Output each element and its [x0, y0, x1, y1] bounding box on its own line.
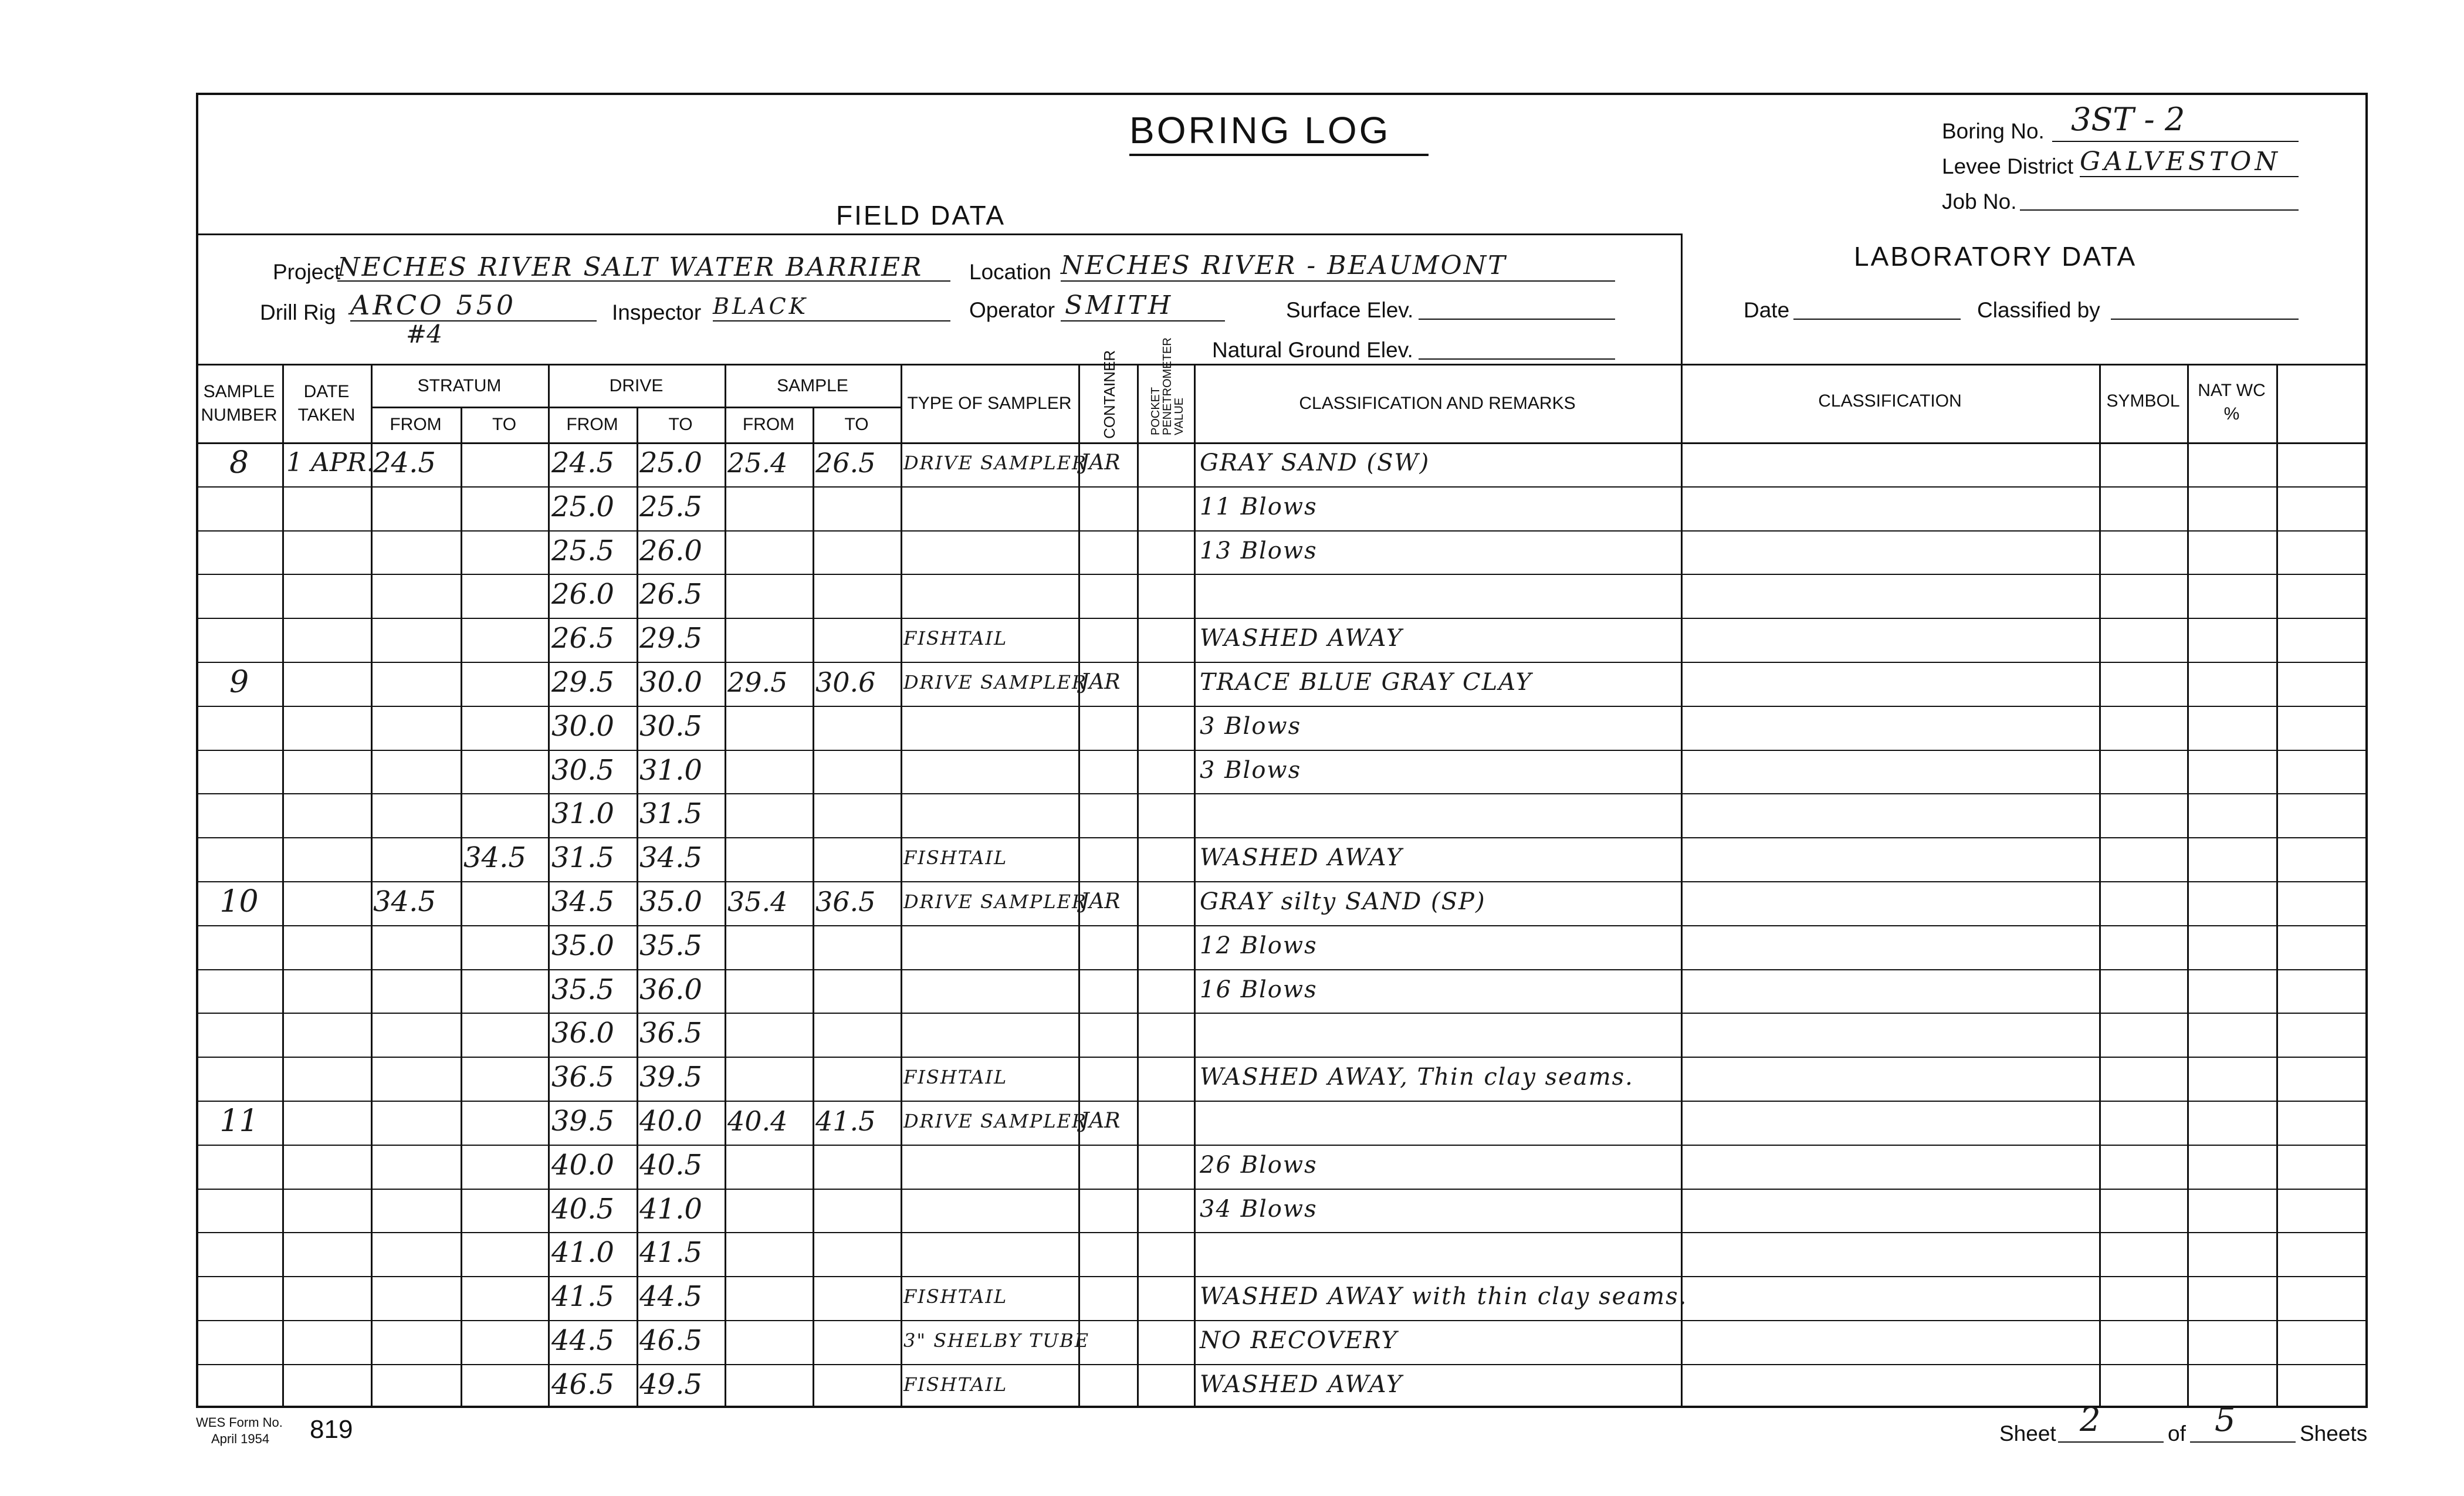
- drive-to-cell: 46.5: [639, 1324, 702, 1357]
- drive-from-cell: 26.5: [551, 622, 614, 655]
- remarks-cell: 11 Blows: [1200, 493, 1318, 520]
- drive-from-cell: 40.0: [551, 1148, 614, 1182]
- hdr-date-taken-line1: DATE: [303, 382, 350, 401]
- of-line: [2190, 1441, 2296, 1443]
- operator-line: [1061, 320, 1225, 321]
- drive-from-cell: 31.5: [551, 841, 614, 875]
- hdr-type-of-sampler: TYPE OF SAMPLER: [907, 394, 1072, 413]
- drive-from-cell: 24.5: [551, 446, 614, 479]
- hdr-date-taken: [282, 380, 371, 427]
- hdr-pocket-pen-line3: VALUE: [1173, 397, 1186, 435]
- row-divider: [196, 1101, 2368, 1102]
- drive-to-cell: 39.5: [639, 1061, 702, 1094]
- stratum-to-cell: 34.5: [463, 841, 526, 875]
- hdr-nat-wc-line2: %: [2223, 404, 2240, 424]
- drive-from-cell: 30.0: [551, 709, 614, 743]
- drive-from-cell: 46.5: [551, 1368, 614, 1401]
- col-line-date: [282, 364, 284, 1408]
- hdr-sample: SAMPLE: [777, 376, 848, 395]
- remarks-cell: 16 Blows: [1200, 976, 1318, 1003]
- stratum-from-cell: 24.5: [373, 446, 436, 479]
- sampler-type-cell: 3" SHELBY TUBE: [903, 1329, 1090, 1352]
- location-value[interactable]: NECHES RIVER - BEAUMONT: [1061, 251, 1507, 280]
- drive-from-cell: 25.0: [551, 490, 614, 523]
- sample-to-cell: 41.5: [815, 1105, 876, 1137]
- drive-from-cell: 36.5: [551, 1061, 614, 1094]
- drive-from-cell: 40.5: [551, 1192, 614, 1226]
- row-divider: [196, 793, 2368, 794]
- drive-to-cell: 35.5: [639, 929, 702, 962]
- hdr-classification: CLASSIFICATION: [1818, 391, 1962, 411]
- hdr-date-taken-line2: TAKEN: [297, 405, 356, 425]
- sampler-type-cell: FISHTAIL: [903, 627, 1008, 650]
- drive-to-cell: 31.0: [639, 753, 702, 787]
- hdr-drive-to: TO: [668, 415, 693, 434]
- boring-no-line: [2052, 141, 2299, 142]
- sample-number-cell: 10: [219, 884, 259, 919]
- row-divider: [196, 1320, 2368, 1321]
- sample-from-cell: 25.4: [727, 447, 788, 479]
- natural-ground-line: [1419, 358, 1615, 360]
- location-label: Location: [969, 260, 1051, 284]
- col-line-symbol: [2099, 364, 2101, 1408]
- sample-from-cell: 29.5: [727, 666, 788, 698]
- hdr-pocket-pen: [1150, 337, 1185, 435]
- remarks-cell: WASHED AWAY, Thin clay seams.: [1200, 1064, 1634, 1091]
- row-divider: [196, 881, 2368, 882]
- col-line-drive-from: [548, 364, 550, 1408]
- hdr-symbol: SYMBOL: [2106, 391, 2180, 411]
- sample-number-cell: 8: [229, 445, 249, 480]
- container-cell: JAR: [1081, 451, 1121, 475]
- field-box-right: [1681, 233, 1683, 364]
- drive-to-cell: 30.5: [639, 709, 702, 743]
- project-line: [337, 280, 950, 282]
- sampler-type-cell: FISHTAIL: [903, 847, 1008, 869]
- drive-from-cell: 26.0: [551, 578, 614, 611]
- hdr-sample-to: TO: [844, 415, 869, 434]
- drive-to-cell: 49.5: [639, 1368, 702, 1401]
- sample-number-cell: 11: [219, 1104, 259, 1139]
- sampler-type-cell: DRIVE SAMPLER: [903, 671, 1088, 693]
- row-divider: [196, 1145, 2368, 1146]
- row-divider: [196, 1232, 2368, 1233]
- remarks-cell: 26 Blows: [1200, 1151, 1318, 1179]
- drive-to-cell: 25.5: [639, 490, 702, 523]
- drive-to-cell: 35.0: [639, 885, 702, 918]
- remarks-cell: WASHED AWAY: [1200, 625, 1403, 652]
- row-divider: [196, 1057, 2368, 1058]
- form-date: April 1954: [211, 1431, 270, 1446]
- container-cell: JAR: [1081, 889, 1121, 913]
- sheet-value[interactable]: 2: [2080, 1401, 2101, 1439]
- drive-to-cell: 25.0: [639, 446, 702, 479]
- inspector-line: [713, 320, 950, 321]
- col-line-pocket: [1137, 364, 1139, 1408]
- title-underline: [1129, 154, 1429, 156]
- lab-date-line: [1793, 319, 1961, 320]
- sample-from-cell: 40.4: [727, 1105, 788, 1137]
- container-cell: JAR: [1081, 670, 1121, 694]
- row-divider: [196, 1013, 2368, 1014]
- drive-to-cell: 29.5: [639, 622, 702, 655]
- lab-data-heading: LABORATORY DATA: [1854, 241, 2137, 272]
- drive-to-cell: 31.5: [639, 797, 702, 831]
- sheets-label: Sheets: [2300, 1421, 2368, 1446]
- sample-number-cell: 9: [229, 665, 249, 700]
- sampler-type-cell: DRIVE SAMPLER: [903, 1110, 1088, 1132]
- row-divider: [196, 969, 2368, 970]
- col-line-remarks: [1194, 364, 1196, 1408]
- job-no-line: [2020, 209, 2299, 211]
- form-number: 819: [310, 1415, 353, 1444]
- col-line-container: [1078, 364, 1080, 1408]
- hdr-drive-from: FROM: [566, 415, 618, 434]
- remarks-cell: NO RECOVERY: [1200, 1327, 1398, 1354]
- col-line-extra: [2276, 364, 2278, 1408]
- levee-district-value[interactable]: GALVESTON: [2080, 147, 2281, 177]
- drive-from-cell: 31.0: [551, 797, 614, 831]
- drive-from-cell: 34.5: [551, 885, 614, 918]
- drive-from-cell: 25.5: [551, 534, 614, 567]
- drive-to-cell: 40.5: [639, 1148, 702, 1182]
- sampler-type-cell: DRIVE SAMPLER: [903, 452, 1088, 474]
- remarks-cell: WASHED AWAY with thin clay seams.: [1200, 1283, 1688, 1311]
- table-top-line: [196, 364, 2368, 365]
- col-line-lab-class: [1681, 364, 1683, 1408]
- remarks-cell: 3 Blows: [1200, 756, 1302, 784]
- inspector-value[interactable]: BLACK: [713, 293, 809, 319]
- drill-rig-line: [350, 320, 597, 321]
- hdr-stratum: STRATUM: [417, 376, 502, 395]
- drill-rig-value[interactable]: ARCO 550: [350, 289, 517, 321]
- hdr-classification-remarks: CLASSIFICATION AND REMARKS: [1299, 394, 1576, 413]
- drive-to-cell: 26.5: [639, 578, 702, 611]
- container-cell: JAR: [1081, 1109, 1121, 1133]
- boring-no-value[interactable]: 3ST - 2: [2071, 101, 2185, 138]
- classified-by-label: Classified by: [1977, 298, 2100, 322]
- hdr-sample-number: [196, 380, 282, 427]
- drill-rig-value-2[interactable]: #4: [406, 320, 442, 348]
- drive-to-cell: 41.5: [639, 1236, 702, 1270]
- col-line-natwc: [2187, 364, 2189, 1408]
- date-taken-cell: 1 APR.: [286, 448, 375, 478]
- project-value[interactable]: NECHES RIVER SALT WATER BARRIER: [337, 252, 923, 282]
- drive-from-cell: 41.0: [551, 1236, 614, 1270]
- row-divider: [196, 486, 2368, 488]
- hdr-nat-wc: [2187, 379, 2276, 426]
- drive-to-cell: 44.5: [639, 1280, 702, 1314]
- drive-from-cell: 39.5: [551, 1105, 614, 1138]
- drive-from-cell: 30.5: [551, 753, 614, 787]
- sample-to-cell: 30.6: [815, 666, 876, 698]
- stratum-from-cell: 34.5: [373, 885, 436, 918]
- hdr-container: CONTAINER: [1101, 350, 1118, 439]
- drill-rig-label: Drill Rig: [260, 300, 336, 324]
- sheet-line: [2058, 1441, 2164, 1443]
- surface-elev-label: Surface Elev.: [1286, 298, 1414, 322]
- row-divider: [196, 530, 2368, 532]
- location-line: [1061, 280, 1615, 282]
- drive-to-cell: 30.0: [639, 666, 702, 699]
- drive-to-cell: 34.5: [639, 841, 702, 875]
- remarks-cell: 34 Blows: [1200, 1195, 1318, 1223]
- col-line-stratum-from: [371, 364, 373, 1408]
- hdr-sample-from: FROM: [742, 415, 795, 434]
- hdr-pocket-pen-line1: POCKET: [1149, 387, 1162, 435]
- row-divider: [196, 1364, 2368, 1365]
- hdr-sample-number-line2: NUMBER: [201, 405, 277, 425]
- sample-from-cell: 35.4: [727, 886, 788, 918]
- field-box-top: [196, 233, 1683, 235]
- sampler-type-cell: DRIVE SAMPLER: [903, 891, 1088, 913]
- page-title: BORING LOG: [1129, 109, 1391, 151]
- hdr-nat-wc-line1: NAT WC: [2198, 381, 2266, 400]
- drive-from-cell: 35.5: [551, 973, 614, 1006]
- row-divider: [196, 662, 2368, 663]
- drive-to-cell: 41.0: [639, 1192, 702, 1226]
- row-divider: [196, 837, 2368, 838]
- row-divider: [196, 1189, 2368, 1190]
- hdr-stratum-to: TO: [492, 415, 517, 434]
- sheet-label: Sheet: [1999, 1421, 2056, 1446]
- drive-from-cell: 29.5: [551, 666, 614, 699]
- row-divider: [196, 618, 2368, 619]
- of-value[interactable]: 5: [2215, 1401, 2236, 1439]
- levee-district-line: [2080, 176, 2299, 177]
- row-divider: [196, 574, 2368, 575]
- job-no-label: Job No.: [1942, 189, 2017, 214]
- project-label: Project: [273, 260, 341, 284]
- drive-from-cell: 35.0: [551, 929, 614, 962]
- drive-to-cell: 40.0: [639, 1105, 702, 1138]
- row-divider: [196, 706, 2368, 707]
- sampler-type-cell: FISHTAIL: [903, 1066, 1008, 1089]
- field-data-heading: FIELD DATA: [836, 200, 1006, 231]
- remarks-cell: TRACE BLUE GRAY CLAY: [1200, 669, 1532, 696]
- drive-to-cell: 36.0: [639, 973, 702, 1006]
- hdr-pocket-pen-line2: PENETROMETER: [1161, 337, 1174, 435]
- remarks-cell: GRAY silty SAND (SP): [1200, 888, 1486, 915]
- drive-from-cell: 44.5: [551, 1324, 614, 1357]
- classified-by-line: [2111, 319, 2299, 320]
- of-label: of: [2168, 1421, 2186, 1446]
- hdr-drive: DRIVE: [609, 376, 664, 395]
- header-bottom-line: [196, 442, 2368, 444]
- operator-label: Operator: [969, 298, 1055, 322]
- remarks-cell: WASHED AWAY: [1200, 844, 1403, 872]
- natural-ground-label: Natural Ground Elev.: [1212, 338, 1413, 362]
- remarks-cell: WASHED AWAY: [1200, 1370, 1403, 1398]
- drive-from-cell: 36.0: [551, 1017, 614, 1050]
- hdr-stratum-from: FROM: [390, 415, 442, 434]
- inspector-label: Inspector: [612, 300, 702, 324]
- remarks-cell: 3 Blows: [1200, 712, 1302, 740]
- row-divider: [196, 925, 2368, 926]
- hdr-sample-number-line1: SAMPLE: [203, 382, 275, 401]
- sampler-type-cell: FISHTAIL: [903, 1373, 1008, 1396]
- sampler-type-cell: FISHTAIL: [903, 1285, 1008, 1308]
- levee-district-label: Levee District: [1942, 154, 2074, 178]
- operator-value[interactable]: SMITH: [1065, 290, 1174, 320]
- boring-no-label: Boring No.: [1942, 119, 2045, 143]
- sample-to-cell: 36.5: [815, 886, 876, 918]
- drive-to-cell: 26.0: [639, 534, 702, 567]
- drive-to-cell: 36.5: [639, 1017, 702, 1050]
- surface-elev-line: [1419, 319, 1615, 320]
- row-divider: [196, 750, 2368, 751]
- sample-to-cell: 26.5: [815, 447, 876, 479]
- drive-from-cell: 41.5: [551, 1280, 614, 1314]
- remarks-cell: GRAY SAND (SW): [1200, 449, 1430, 476]
- form-label: WES Form No.: [196, 1415, 283, 1430]
- row-divider: [196, 1276, 2368, 1277]
- remarks-cell: 13 Blows: [1200, 537, 1318, 564]
- remarks-cell: 12 Blows: [1200, 932, 1318, 959]
- lab-date-label: Date: [1744, 298, 1790, 322]
